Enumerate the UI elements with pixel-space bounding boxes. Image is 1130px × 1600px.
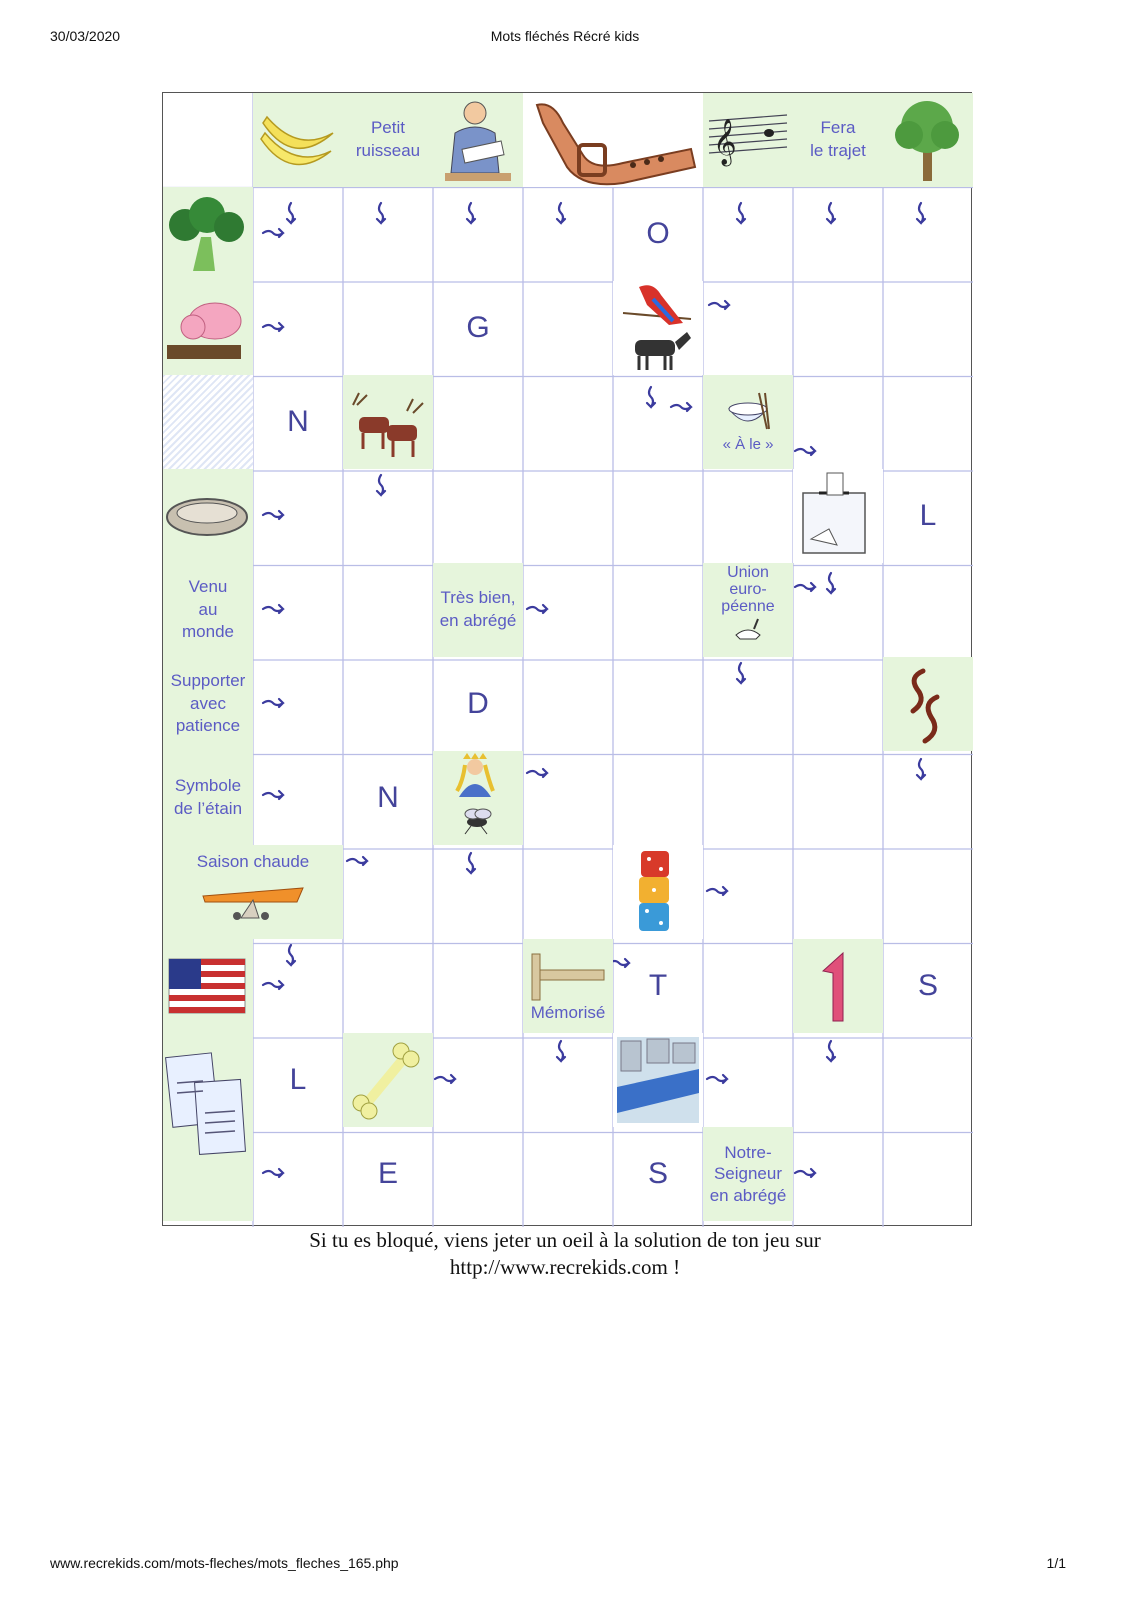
letter-r6-c3: D [467,687,489,720]
us-flag-icon [163,939,253,1033]
arrow-right-icon [709,301,729,309]
letter-r11-c5: S [647,1157,668,1190]
letter-r9-c5: T [648,969,668,1002]
stadium-picture [163,469,253,563]
arrow-down-icon [827,203,835,223]
tree-icon [883,93,973,187]
page-title: Mots fléchés Récré kids [490,28,640,44]
moose-picture [343,375,433,469]
old-man-reading-picture [433,93,523,187]
clue-text: Venu au monde [182,576,234,642]
solution-note [0,1227,1130,1281]
page-url: www.recrekids.com/mots-fleches/mots_fleches_165.php [50,1555,399,1571]
clue-text: Notre- Seigneur en abrégé [709,1143,787,1205]
music-note-icon [703,93,793,187]
clue-text: Symbole de l’étain [173,776,243,818]
arrow-right-icon [347,857,367,865]
arrow-down-icon [737,203,745,223]
clue-memorise [523,939,613,1033]
number-one-picture [793,939,883,1033]
zebra-picture [613,328,703,375]
number-one-icon [793,939,883,1033]
letter-r4-c8: L [919,499,937,532]
arrow-down-icon [287,203,295,223]
belt-icon [523,93,703,187]
arrow-right-icon [263,699,283,707]
arrow-down-icon [287,945,295,965]
blocked-cell [163,375,253,469]
goose-icon [728,615,768,645]
clue-text: « À le » [722,435,774,453]
clue-a-le [703,375,793,469]
arrow-right-icon [263,981,283,989]
letter-r1-c5: O [646,217,670,250]
carrot-airplane-icon [193,874,313,924]
clue-text: Saison chaude [196,852,310,871]
arrow-down-icon [827,573,835,593]
clue-text: Petit ruisseau [355,118,421,160]
us-flag-picture [163,939,253,1033]
arrow-down-icon [737,663,745,683]
stadium-icon [163,469,253,563]
dice-icon [613,845,703,939]
menus-icon [163,1033,253,1221]
queen-icon [433,751,523,798]
clue-fera-le-trajet [793,93,883,187]
arrow-down-icon [917,203,925,223]
arrow-down-icon [917,759,925,779]
menus-picture [163,1033,253,1221]
parrot-picture [613,281,703,328]
clue-saison-chaude [163,845,343,939]
clue-supporter [163,657,253,751]
arrow-down-icon [557,1041,565,1061]
letter-s-hooks-icon [883,657,973,751]
arrow-right-icon [707,887,727,895]
arrow-right-icon [263,1169,283,1177]
arrow-down-icon [377,203,385,223]
svg-text:𝄞: 𝄞 [713,119,737,165]
rice-bowl-icon [723,389,773,435]
t-square-icon [528,952,608,1002]
arrow-right-icon [527,769,547,777]
zebra-icon [613,328,703,375]
arrow-down-icon [467,203,475,223]
arrow-right-icon [527,605,547,613]
clue-text: Union euro- péenne [721,564,775,615]
clue-petit-ruisseau [343,93,433,187]
music-note-picture [703,93,793,187]
clue-text: Très bien, en abrégé [439,588,517,630]
arrow-right-icon [795,583,815,591]
pig-eating-picture [163,281,253,375]
bone-picture [343,1033,433,1127]
clue-text: Fera le trajet [810,118,866,160]
bananas-picture [253,93,343,187]
print-date: 30/03/2020 [50,28,121,44]
arrow-down-icon [377,475,385,495]
arrow-right-icon [263,605,283,613]
clue-union-europeenne [703,563,793,657]
letter-r2-c3: G [466,311,490,344]
arrow-right-icon [263,323,283,331]
clue-tres-bien [433,563,523,657]
arrow-right-icon [671,403,691,411]
belt-picture [523,93,703,187]
crossword-grid [162,92,972,1226]
dice-picture [613,845,703,939]
clue-text: Supporter avec patience [170,670,246,736]
solution-note-line-1: Si tu es bloqué, viens jeter un oeil à la solution de ton jeu sur [309,1228,821,1252]
hooks-picture [883,657,973,751]
letter-r10-c1: L [289,1063,307,1096]
bone-icon [343,1033,433,1127]
clue-symbole-etain [163,751,253,845]
solution-note-link[interactable]: http://www.recrekids.com ! [449,1255,681,1279]
clue-venu-au-monde [163,563,253,657]
arrow-right-icon [263,511,283,519]
broccoli-icon [163,187,253,281]
arrow-down-icon [827,1041,835,1061]
tree-picture [883,93,973,187]
city-street-picture [613,1033,703,1127]
arrow-right-icon [263,791,283,799]
pig-icon [163,281,253,375]
old-man-reading-icon [433,93,523,187]
parrot-icon [613,281,703,328]
clue-text: Mémorisé [530,1003,606,1023]
ballot-box-picture [793,469,883,563]
fly-icon [433,798,523,845]
arrow-right-icon [795,447,815,455]
bananas-icon [253,93,343,187]
arrow-right-icon [707,1075,727,1083]
letter-r9-c8: S [917,969,938,1002]
ballot-box-icon [793,469,883,563]
arrow-right-icon [795,1169,815,1177]
arrow-down-icon [647,387,655,407]
arrow-down-icon [557,203,565,223]
queen-picture [433,751,523,798]
arrow-right-icon [263,229,283,237]
letter-r3-c1: N [287,405,309,438]
clue-notre-seigneur [703,1127,793,1221]
arrow-right-icon [435,1075,455,1083]
fly-picture [433,798,523,845]
page-number: 1/1 [1046,1555,1066,1571]
letter-r11-c2: E [377,1157,398,1190]
moose-icon [343,375,433,469]
broccoli-picture [163,187,253,281]
city-street-icon [613,1033,703,1127]
letter-r7-c2: N [377,781,399,814]
arrow-down-icon [467,853,475,873]
